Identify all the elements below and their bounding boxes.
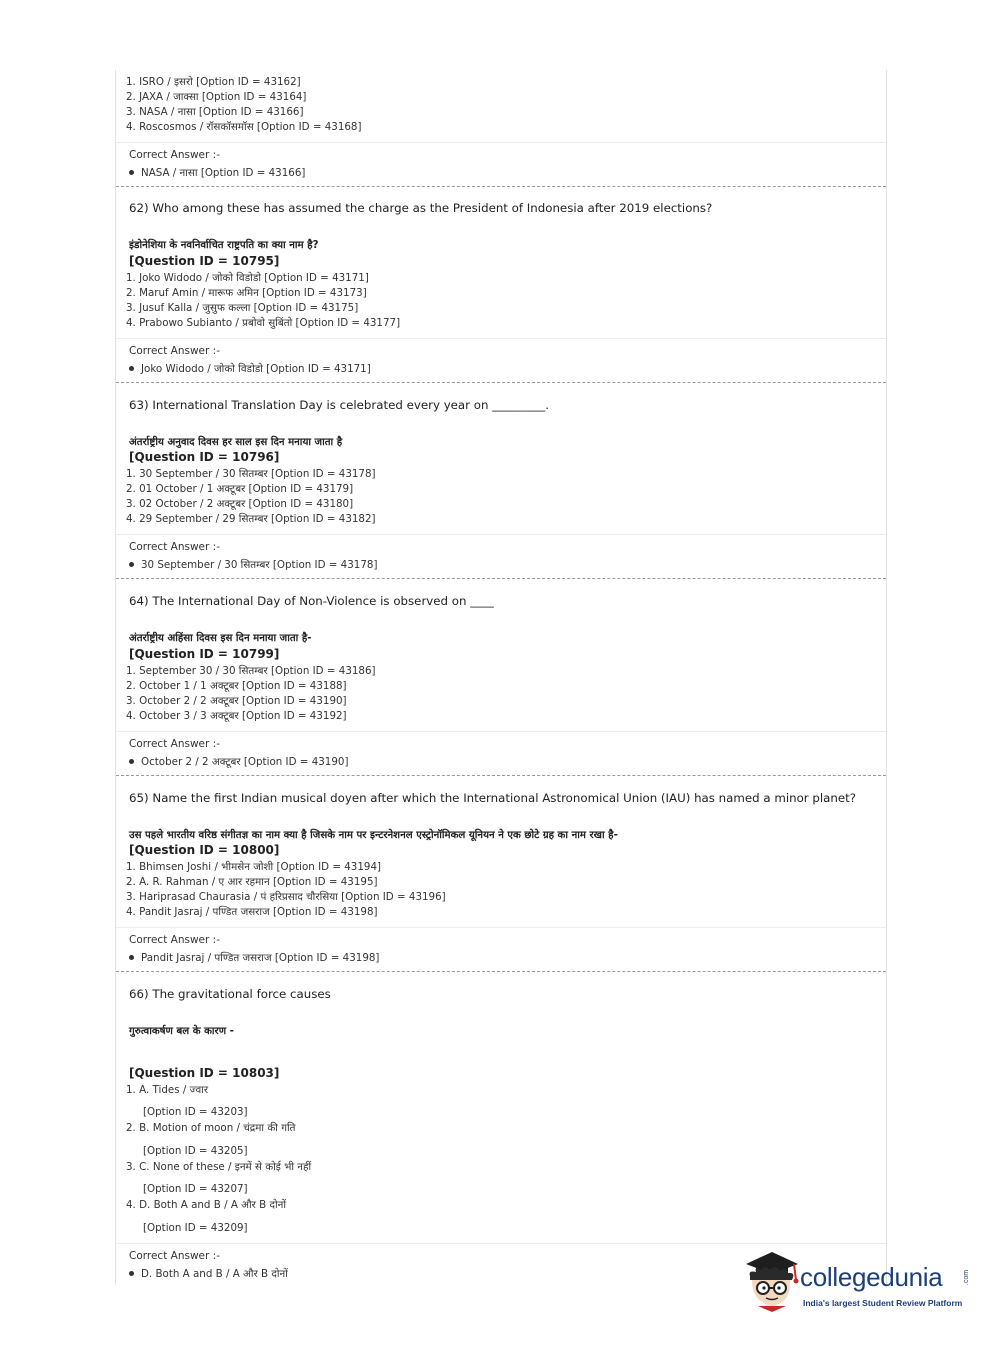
question-separator bbox=[116, 382, 886, 383]
option-text: 3. Hariprasad Chaurasia / पं हरिप्रसाद चौरसिया [Option ID = 43196] bbox=[126, 891, 446, 903]
question-separator bbox=[116, 186, 886, 187]
option-id: [Option ID = 43203] bbox=[143, 1106, 248, 1118]
option-text: 4. D. Both A and B / A और B दोनों bbox=[126, 1199, 287, 1211]
option-text: 2. JAXA / जाक्सा [Option ID = 43164] bbox=[126, 91, 307, 103]
option-text: 3. C. None of these / इनमें से कोई भी नहीं bbox=[126, 1161, 312, 1173]
logo-wordmark: collegedunia bbox=[800, 1262, 943, 1292]
option-id: [Option ID = 43209] bbox=[143, 1222, 248, 1234]
option-text: 4. October 3 / 3 अक्टूबर [Option ID = 43192] bbox=[126, 710, 347, 722]
option-id: [Option ID = 43207] bbox=[143, 1183, 248, 1195]
correct-answer-value: October 2 / 2 अक्टूबर [Option ID = 43190] bbox=[129, 755, 348, 769]
logo-tagline: India's largest Student Review Platform bbox=[803, 1298, 963, 1308]
divider bbox=[116, 142, 886, 143]
divider bbox=[116, 927, 886, 928]
question-hindi: इंडोनेशिया के नवनिर्वाचित राष्ट्रपति का क्या नाम है? bbox=[129, 240, 319, 251]
option-text: 4. Pandit Jasraj / पण्डित जसराज [Option ID = 43198] bbox=[126, 906, 378, 918]
question-title: 65) Name the first Indian musical doyen after which the International Astronomical Union (IAU) has named a minor planet? bbox=[129, 791, 857, 805]
option-text: 2. B. Motion of moon / चंद्रमा की गति bbox=[126, 1122, 296, 1134]
bullet-icon bbox=[129, 955, 134, 960]
option-text: 2. 01 October / 1 अक्टूबर [Option ID = 43179] bbox=[126, 483, 354, 495]
correct-answer-value: NASA / नासा [Option ID = 43166] bbox=[129, 166, 305, 180]
question-title: 64) The International Day of Non-Violence is observed on ____ bbox=[129, 594, 494, 608]
divider bbox=[116, 1243, 886, 1244]
option-text: 2. October 1 / 1 अक्टूबर [Option ID = 43188] bbox=[126, 680, 347, 692]
option-text: 4. Prabowo Subianto / प्रबोवो सुबिंतो [Option ID = 43177] bbox=[126, 317, 401, 329]
correct-answer-label: Correct Answer :- bbox=[129, 934, 220, 946]
question-paper bbox=[115, 70, 887, 1285]
bullet-icon bbox=[129, 170, 134, 175]
option-text: 1. Joko Widodo / जोको विडोडो [Option ID = 43171] bbox=[126, 272, 369, 284]
correct-answer-label: Correct Answer :- bbox=[129, 149, 220, 161]
question-id: [Question ID = 10803] bbox=[129, 1066, 280, 1080]
option-text: 2. A. R. Rahman / ए आर रहमान [Option ID = 43195] bbox=[126, 876, 378, 888]
bullet-icon bbox=[129, 1271, 134, 1276]
option-text: 1. 30 September / 30 सितम्बर [Option ID = 43178] bbox=[126, 468, 376, 480]
question-id: [Question ID = 10799] bbox=[129, 647, 280, 661]
option-text: 1. Bhimsen Joshi / भीमसेन जोशी [Option ID = 43194] bbox=[126, 861, 382, 873]
option-text: 1. A. Tides / ज्वार bbox=[126, 1084, 209, 1096]
option-text: 2. Maruf Amin / मारूफ अमिन [Option ID = 43173] bbox=[126, 287, 367, 299]
correct-answer-value: D. Both A and B / A और B दोनों bbox=[129, 1267, 288, 1281]
option-text: 3. NASA / नासा [Option ID = 43166] bbox=[126, 106, 304, 118]
option-id: [Option ID = 43205] bbox=[143, 1145, 248, 1157]
correct-answer-label: Correct Answer :- bbox=[129, 541, 220, 553]
question-hindi: अंतर्राष्ट्रीय अनुवाद दिवस हर साल इस दिन मनाया जाता है bbox=[129, 437, 343, 448]
question-separator bbox=[116, 775, 886, 776]
question-id: [Question ID = 10795] bbox=[129, 254, 280, 268]
divider bbox=[116, 338, 886, 339]
correct-answer-value: Joko Widodo / जोको विडोडो [Option ID = 43171] bbox=[129, 362, 371, 376]
option-text: 4. Roscosmos / रॉसकॉसमॉस [Option ID = 43168] bbox=[126, 121, 362, 133]
logo-suffix: .com bbox=[963, 1269, 971, 1286]
option-text: 3. 02 October / 2 अक्टूबर [Option ID = 43180] bbox=[126, 498, 354, 510]
bullet-icon bbox=[129, 759, 134, 764]
correct-answer-value: 30 September / 30 सितम्बर [Option ID = 43178] bbox=[129, 558, 377, 572]
option-text: 3. Jusuf Kalla / जुसुफ कल्ला [Option ID = 43175] bbox=[126, 302, 359, 314]
question-title: 62) Who among these has assumed the charge as the President of Indonesia after 2019 elections? bbox=[129, 201, 713, 215]
question-id: [Question ID = 10800] bbox=[129, 843, 280, 857]
bullet-icon bbox=[129, 366, 134, 371]
question-separator bbox=[116, 578, 886, 579]
question-hindi: गुरुत्वाकर्षण बल के कारण - bbox=[129, 1026, 234, 1037]
question-title: 66) The gravitational force causes bbox=[129, 987, 331, 1001]
question-title: 63) International Translation Day is celebrated every year on _________. bbox=[129, 398, 550, 412]
divider bbox=[116, 731, 886, 732]
correct-answer-label: Correct Answer :- bbox=[129, 345, 220, 357]
option-text: 3. October 2 / 2 अक्टूबर [Option ID = 43190] bbox=[126, 695, 347, 707]
option-text: 1. ISRO / इसरो [Option ID = 43162] bbox=[126, 76, 301, 88]
divider bbox=[116, 534, 886, 535]
option-text: 1. September 30 / 30 सितम्बर [Option ID = 43186] bbox=[126, 665, 376, 677]
bullet-icon bbox=[129, 562, 134, 567]
question-separator bbox=[116, 971, 886, 972]
question-hindi: उस पहले भारतीय वरिष्ठ संगीतज्ञ का नाम क्या है जिसके नाम पर इन्टरनेशनल एस्ट्रोनॉमिकल यूनियन ने एक छोटे ग्रह का नाम रखा है- bbox=[129, 830, 618, 841]
correct-answer-label: Correct Answer :- bbox=[129, 738, 220, 750]
correct-answer-value: Pandit Jasraj / पण्डित जसराज [Option ID = 43198] bbox=[129, 951, 379, 965]
question-id: [Question ID = 10796] bbox=[129, 450, 280, 464]
question-hindi: अंतर्राष्ट्रीय अहिंसा दिवस इस दिन मनाया जाता है- bbox=[129, 633, 312, 644]
collegedunia-logo bbox=[742, 1248, 972, 1320]
correct-answer-label: Correct Answer :- bbox=[129, 1250, 220, 1262]
mascot-icon bbox=[742, 1250, 800, 1312]
option-text: 4. 29 September / 29 सितम्बर [Option ID = 43182] bbox=[126, 513, 376, 525]
